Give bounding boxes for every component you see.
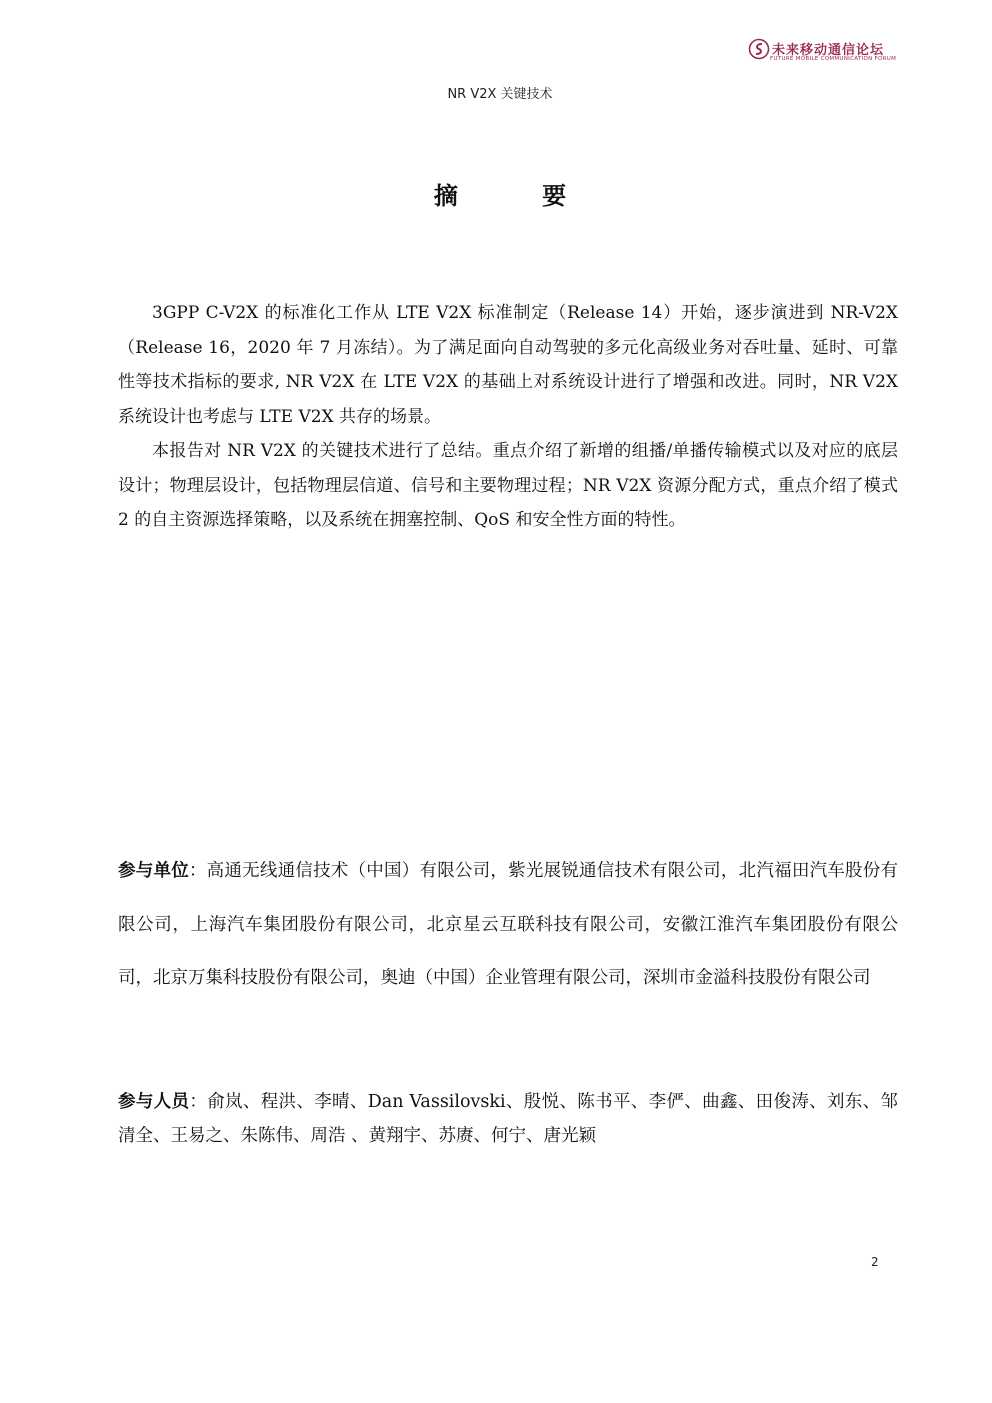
- section-title: 摘 要: [433, 182, 605, 210]
- participating-units-text: 高通无线通信技术（中国）有限公司，紫光展锐通信技术有限公司，北汽福田汽车股份有限公司，上海汽车集团股份有限公司，北京星云互联科技有限公司，安徽江淮汽车集团股份有限公司，北京万集科技股份有限公司，奥迪（中国）企业管理有限公司，深圳市金溢科技股份有限公司: [118, 861, 899, 988]
- participants-text: 俞岚、程洪、李晴、Dan Vassilovski、殷悦、陈书平、李俨、曲鑫、田俊涛、刘东、邹清全、王易之、朱陈伟、周浩 、黄翔宇、苏赓、何宁、唐光颖: [118, 1092, 899, 1146]
- participants: [118, 1085, 898, 1153]
- document-title: NR V2X 关键技术: [447, 87, 553, 102]
- participants-separator: ：: [189, 1092, 208, 1112]
- logo-text-cn: 未来移动通信论坛: [772, 43, 885, 58]
- logo-text-en: FUTURE MOBILE COMMUNICATION FORUM: [770, 56, 897, 62]
- participating-units-separator: ：: [188, 861, 207, 881]
- forum-emblem-icon: [748, 38, 770, 60]
- participants-label: 参与人员: [118, 1092, 190, 1112]
- abstract-paragraph-1: 3GPP C-V2X 的标准化工作从 LTE V2X 标准制定（Release 14）开始，逐步演进到 NR-V2X（Release 16，2020 年 7 月冻结）。为了满足面向自动驾驶的多元化高级业务对吞吐量、延时、可靠性等技术指标的要求, NR V2X 在 LTE V2X 的基础上对系统设计进行了增强和改进。同时，NR V2X 系统设计也考虑与 LTE V2X 共存的场景。: [118, 303, 898, 427]
- abstract-paragraph-2: 本报告对 NR V2X 的关键技术进行了总结。重点介绍了新增的组播/单播传输模式以及对应的底层设计；物理层设计，包括物理层信道、信号和主要物理过程；NR V2X 资源分配方式，重点介绍了模式 2 的自主资源选择策略，以及系统在拥塞控制、QoS 和安全性方面的特性。: [118, 441, 898, 530]
- forum-logo: [748, 38, 898, 68]
- participating-units-label: 参与单位: [118, 861, 189, 881]
- abstract-body: [118, 296, 898, 538]
- page-number: 2: [871, 1255, 879, 1269]
- participating-units: [118, 845, 898, 1006]
